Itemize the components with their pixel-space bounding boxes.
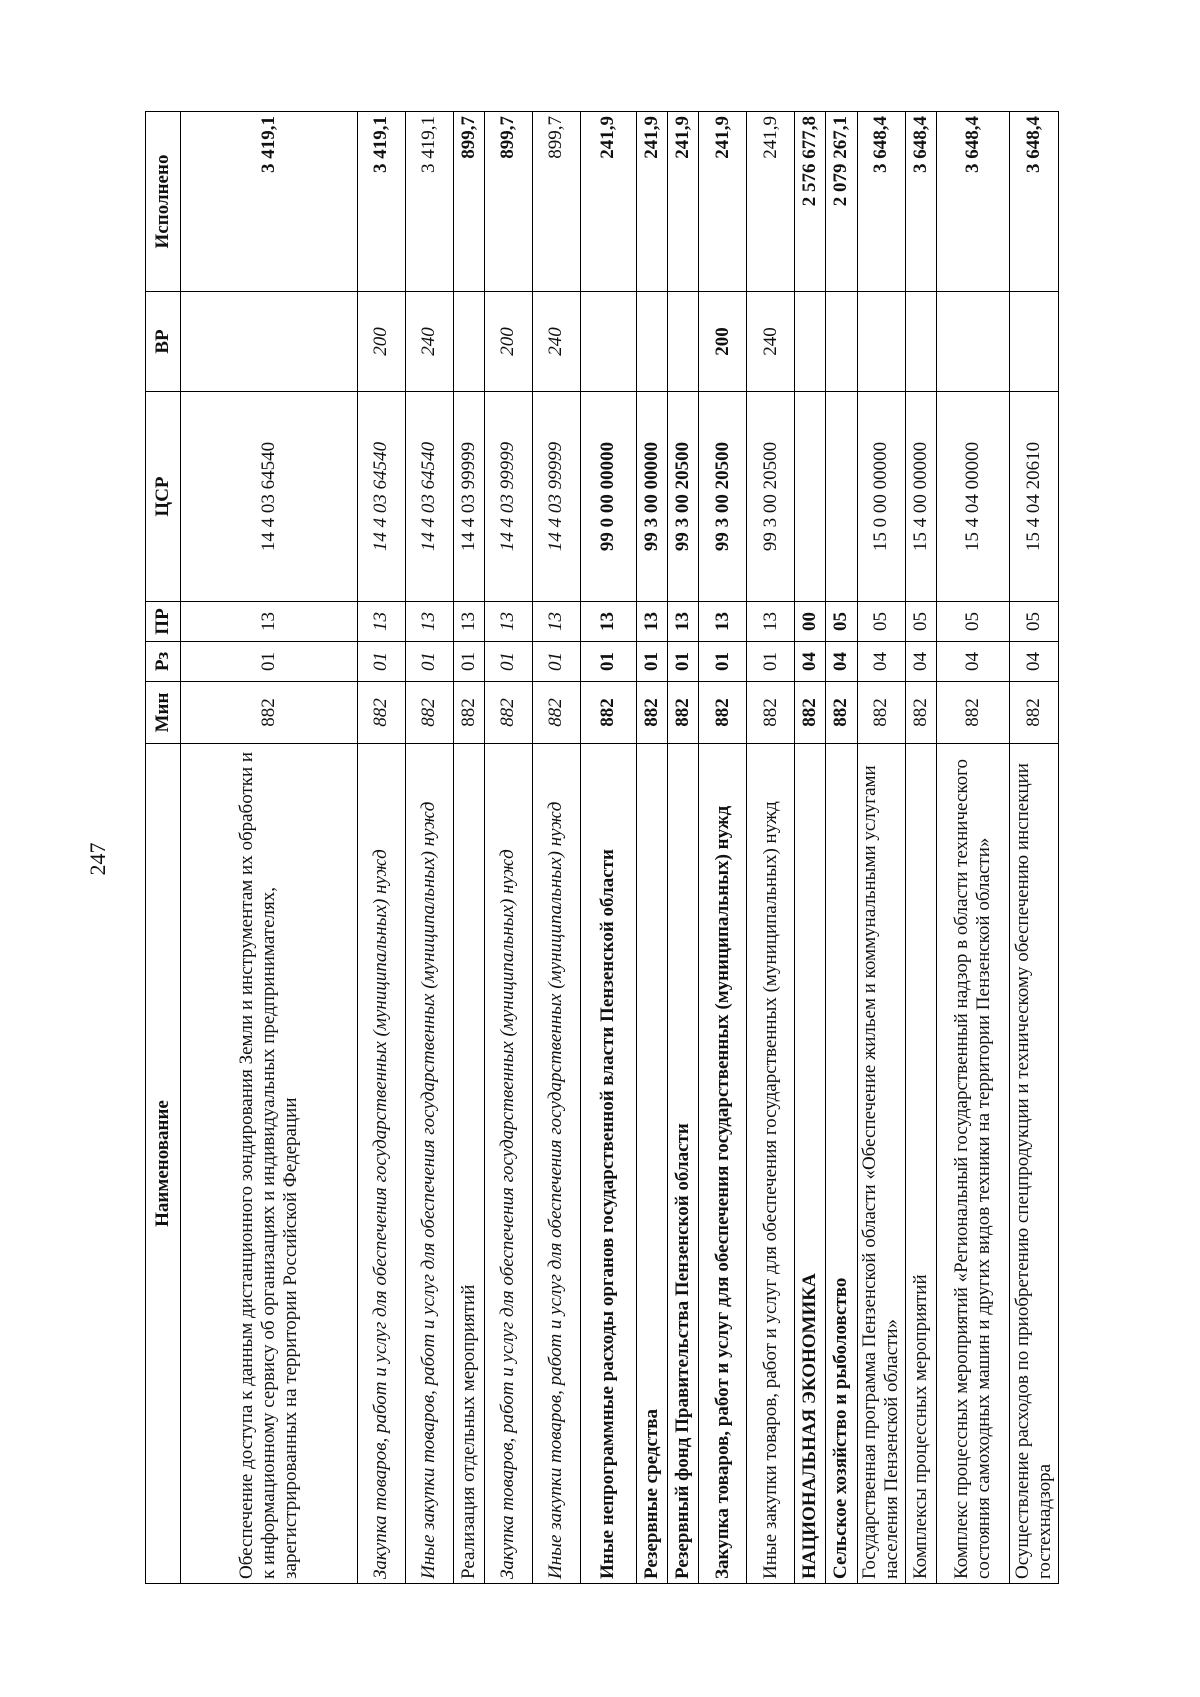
cell-name: Комплекс процессных мероприятий «Региональный государственный надзор в области технического состояния самоходных машин и других видов техники на территории Пензенской области» <box>937 744 1010 1584</box>
cell-csr: 14 4 03 99999 <box>453 392 484 602</box>
cell-pr: 13 <box>453 602 484 642</box>
cell-pr: 05 <box>906 602 937 642</box>
cell-csr: 15 4 04 00000 <box>937 392 1010 602</box>
table-row <box>484 112 532 1584</box>
cell-vr: 200 <box>699 292 747 392</box>
table-row <box>826 112 857 1584</box>
header-csr: ЦСР <box>146 392 181 602</box>
table-row <box>636 112 667 1584</box>
cell-vr <box>181 292 358 392</box>
header-min: Мин <box>146 682 181 744</box>
cell-done: 3 648,4 <box>857 112 906 292</box>
cell-min: 882 <box>747 682 795 744</box>
cell-done: 3 648,4 <box>937 112 1010 292</box>
table-row <box>747 112 795 1584</box>
cell-rz: 01 <box>636 642 667 682</box>
cell-vr <box>906 292 937 392</box>
cell-name: Комплексы процессных мероприятий <box>906 744 937 1584</box>
table-row <box>795 112 826 1584</box>
cell-pr: 05 <box>1010 602 1059 642</box>
budget-table <box>145 111 1059 1584</box>
cell-vr: 200 <box>357 292 405 392</box>
table-row <box>181 112 358 1584</box>
cell-min: 882 <box>937 682 1010 744</box>
cell-csr <box>826 392 857 602</box>
cell-csr: 14 4 03 64540 <box>357 392 405 602</box>
cell-vr <box>580 292 636 392</box>
cell-done: 3 648,4 <box>906 112 937 292</box>
table-row <box>668 112 699 1584</box>
cell-min: 882 <box>181 682 358 744</box>
table-row <box>357 112 405 1584</box>
cell-done: 899,7 <box>484 112 532 292</box>
header-pr: ПР <box>146 602 181 642</box>
cell-min: 882 <box>532 682 580 744</box>
cell-vr <box>636 292 667 392</box>
table-row <box>1010 112 1059 1584</box>
cell-vr <box>668 292 699 392</box>
table-row <box>906 112 937 1584</box>
page-number: 247 <box>85 842 110 876</box>
cell-min: 882 <box>699 682 747 744</box>
cell-min: 882 <box>795 682 826 744</box>
cell-rz: 04 <box>857 642 906 682</box>
cell-rz: 01 <box>580 642 636 682</box>
cell-csr: 99 0 00 00000 <box>580 392 636 602</box>
header-done: Исполнено <box>146 112 181 292</box>
cell-pr: 13 <box>699 602 747 642</box>
cell-min: 882 <box>484 682 532 744</box>
cell-rz: 01 <box>668 642 699 682</box>
cell-pr: 05 <box>857 602 906 642</box>
cell-name: Резервные средства <box>636 744 667 1584</box>
cell-vr: 240 <box>747 292 795 392</box>
cell-pr: 13 <box>181 602 358 642</box>
cell-rz: 01 <box>405 642 453 682</box>
table-row <box>857 112 906 1584</box>
cell-name: Резервный фонд Правительства Пензенской области <box>668 744 699 1584</box>
cell-vr <box>937 292 1010 392</box>
header-vr: ВР <box>146 292 181 392</box>
cell-csr: 99 3 00 00000 <box>636 392 667 602</box>
cell-name: Иные закупки товаров, работ и услуг для обеспечения государственных (муниципальных) нужд <box>747 744 795 1584</box>
cell-pr: 13 <box>636 602 667 642</box>
cell-done: 241,9 <box>747 112 795 292</box>
cell-rz: 04 <box>795 642 826 682</box>
cell-csr: 14 4 03 99999 <box>484 392 532 602</box>
cell-csr: 14 4 03 99999 <box>532 392 580 602</box>
cell-min: 882 <box>906 682 937 744</box>
cell-name: Осуществление расходов по приобретению спецпродукции и техническому обеспечению инспекции гостехнадзора <box>1010 744 1059 1584</box>
cell-name: Закупка товаров, работ и услуг для обеспечения государственных (муниципальных) нужд <box>357 744 405 1584</box>
cell-done: 241,9 <box>580 112 636 292</box>
cell-pr: 13 <box>532 602 580 642</box>
cell-pr: 13 <box>747 602 795 642</box>
cell-vr <box>826 292 857 392</box>
table-row <box>937 112 1010 1584</box>
cell-vr: 240 <box>405 292 453 392</box>
cell-min: 882 <box>357 682 405 744</box>
cell-name: Реализация отдельных мероприятий <box>453 744 484 1584</box>
cell-rz: 01 <box>532 642 580 682</box>
cell-name: Иные закупки товаров, работ и услуг для обеспечения государственных (муниципальных) нужд <box>532 744 580 1584</box>
cell-name: Иные непрограммные расходы органов государственной власти Пензенской области <box>580 744 636 1584</box>
cell-min: 882 <box>580 682 636 744</box>
cell-name: Обеспечение доступа к данным дистанционного зондирования Земли и инструментам их обработки и к информационному сервису об организациях и индивидуальных предпринимателях, зарегистрированных на территории Российской Федерации <box>181 744 358 1584</box>
cell-rz: 04 <box>906 642 937 682</box>
cell-csr: 15 4 04 20610 <box>1010 392 1059 602</box>
cell-name: Государственная программа Пензенской области «Обеспечение жильем и коммунальными услугами населения Пензенской области» <box>857 744 906 1584</box>
cell-rz: 01 <box>453 642 484 682</box>
cell-min: 882 <box>857 682 906 744</box>
table-row <box>699 112 747 1584</box>
cell-csr: 15 0 00 00000 <box>857 392 906 602</box>
table-row <box>580 112 636 1584</box>
cell-pr: 13 <box>405 602 453 642</box>
cell-csr: 15 4 00 00000 <box>906 392 937 602</box>
cell-done: 2 079 267,1 <box>826 112 857 292</box>
cell-csr: 14 4 03 64540 <box>405 392 453 602</box>
header-name: Наименование <box>146 744 181 1584</box>
cell-rz: 01 <box>484 642 532 682</box>
cell-min: 882 <box>453 682 484 744</box>
cell-done: 241,9 <box>699 112 747 292</box>
table-row <box>453 112 484 1584</box>
cell-min: 882 <box>636 682 667 744</box>
cell-min: 882 <box>405 682 453 744</box>
cell-done: 3 419,1 <box>405 112 453 292</box>
cell-rz: 01 <box>181 642 358 682</box>
cell-pr: 05 <box>826 602 857 642</box>
cell-vr <box>1010 292 1059 392</box>
cell-vr <box>795 292 826 392</box>
cell-name: Закупка товаров, работ и услуг для обеспечения государственных (муниципальных) нужд <box>699 744 747 1584</box>
cell-done: 3 419,1 <box>181 112 358 292</box>
cell-rz: 04 <box>1010 642 1059 682</box>
cell-vr <box>857 292 906 392</box>
cell-csr: 99 3 00 20500 <box>668 392 699 602</box>
table-row <box>532 112 580 1584</box>
table-body <box>181 112 1059 1584</box>
cell-done: 899,7 <box>453 112 484 292</box>
cell-min: 882 <box>826 682 857 744</box>
cell-done: 3 419,1 <box>357 112 405 292</box>
cell-name: Закупка товаров, работ и услуг для обеспечения государственных (муниципальных) нужд <box>484 744 532 1584</box>
cell-pr: 05 <box>937 602 1010 642</box>
cell-pr: 00 <box>795 602 826 642</box>
cell-csr: 99 3 00 20500 <box>747 392 795 602</box>
cell-name: НАЦИОНАЛЬНАЯ ЭКОНОМИКА <box>795 744 826 1584</box>
cell-rz: 04 <box>937 642 1010 682</box>
cell-csr <box>795 392 826 602</box>
cell-pr: 13 <box>668 602 699 642</box>
cell-min: 882 <box>668 682 699 744</box>
cell-pr: 13 <box>484 602 532 642</box>
cell-rz: 01 <box>747 642 795 682</box>
cell-pr: 13 <box>357 602 405 642</box>
cell-done: 3 648,4 <box>1010 112 1059 292</box>
header-rz: Рз <box>146 642 181 682</box>
table-row <box>405 112 453 1584</box>
table-header-row <box>146 112 181 1584</box>
cell-rz: 04 <box>826 642 857 682</box>
cell-name: Сельское хозяйство и рыболовство <box>826 744 857 1584</box>
cell-csr: 99 3 00 20500 <box>699 392 747 602</box>
cell-done: 241,9 <box>668 112 699 292</box>
cell-vr: 240 <box>532 292 580 392</box>
cell-rz: 01 <box>357 642 405 682</box>
cell-rz: 01 <box>699 642 747 682</box>
cell-vr <box>453 292 484 392</box>
cell-done: 899,7 <box>532 112 580 292</box>
cell-vr: 200 <box>484 292 532 392</box>
cell-done: 2 576 677,8 <box>795 112 826 292</box>
cell-csr: 14 4 03 64540 <box>181 392 358 602</box>
cell-pr: 13 <box>580 602 636 642</box>
cell-done: 241,9 <box>636 112 667 292</box>
cell-name: Иные закупки товаров, работ и услуг для обеспечения государственных (муниципальных) нужд <box>405 744 453 1584</box>
cell-min: 882 <box>1010 682 1059 744</box>
rotated-table-container <box>145 112 1059 1584</box>
